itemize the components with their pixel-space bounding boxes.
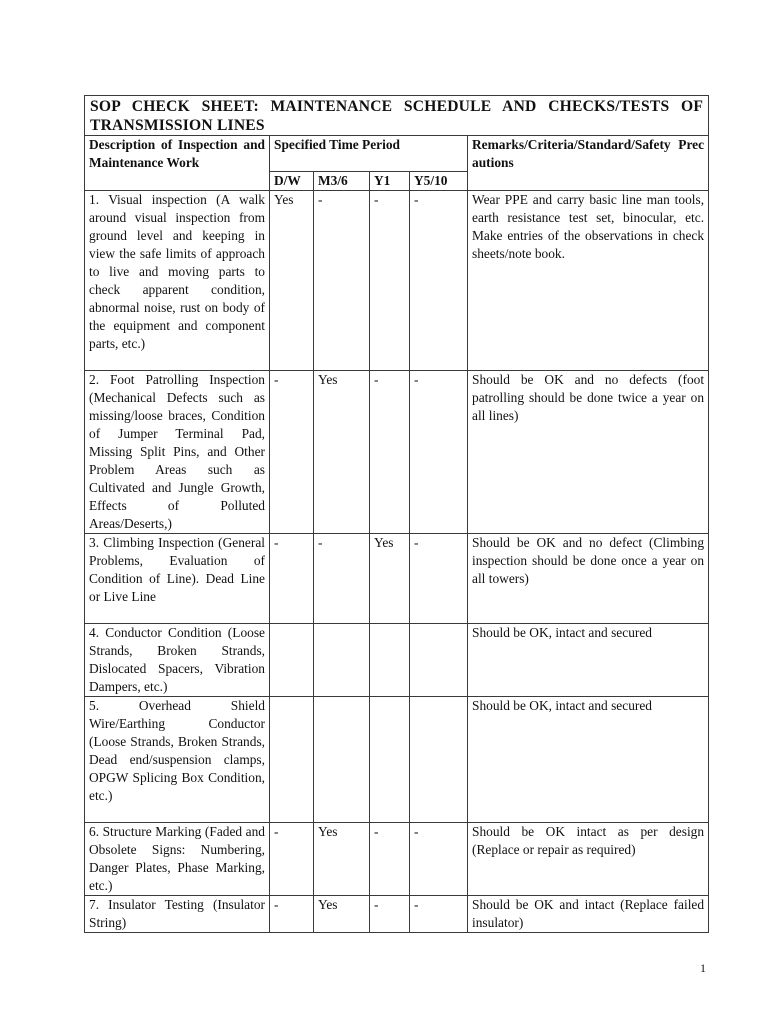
remarks-header-text: Remarks/Criteria/Standard/Safety Precautions — [472, 137, 705, 170]
period-cell-y510 — [410, 624, 468, 697]
remarks-header — [468, 136, 709, 191]
period-cell-dw: - — [270, 823, 314, 896]
remarks-cell: Should be OK, intact and secured — [468, 697, 709, 823]
period-cell-y1: - — [370, 896, 410, 933]
table-row — [85, 697, 709, 823]
description-cell: 3. Climbing Inspection (General Problems, Evaluation of Condition of Line). Dead Line or Live Line — [85, 534, 270, 624]
period-cell-y1: - — [370, 191, 410, 371]
maintenance-check-sheet — [84, 95, 709, 933]
period-cell-dw: - — [270, 896, 314, 933]
period-cell-m36: - — [314, 534, 370, 624]
period-cell-m36 — [314, 624, 370, 697]
page-number: 1 — [700, 961, 706, 975]
time-period-header: Specified Time Period — [270, 136, 468, 172]
table-row — [85, 624, 709, 697]
period-cell-y1: Yes — [370, 534, 410, 624]
description-cell: 1. Visual inspection (A walk around visual inspection from ground level and keeping in view the safe limits of approach to live and moving parts to check apparent condition, abnormal noise, rust on body of the equipment and component parts, etc.) — [85, 191, 270, 371]
period-cell-y510 — [410, 697, 468, 823]
table-row — [85, 371, 709, 534]
period-cell-y510: - — [410, 371, 468, 534]
period-header-y1: Y1 — [370, 172, 410, 191]
period-cell-m36: Yes — [314, 371, 370, 534]
remarks-cell: Should be OK and intact (Replace failed insulator) — [468, 896, 709, 933]
description-cell: 4. Conductor Condition (Loose Strands, Broken Strands, Dislocated Spacers, Vibration Dampers, etc.) — [85, 624, 270, 697]
header-row — [85, 136, 709, 172]
description-cell: 6. Structure Marking (Faded and Obsolete Signs: Numbering, Danger Plates, Phase Marking, etc.) — [85, 823, 270, 896]
period-cell-y510: - — [410, 191, 468, 371]
period-cell-dw: Yes — [270, 191, 314, 371]
remarks-cell: Should be OK intact as per design (Replace or repair as required) — [468, 823, 709, 896]
description-cell: 7. Insulator Testing (Insulator String) — [85, 896, 270, 933]
description-cell: 2. Foot Patrolling Inspection (Mechanical Defects such as missing/loose braces, Condition of Jumper Terminal Pad, Missing Split Pins, and Other Problem Areas such as Cultivated and Jungle Growth, Effects of Polluted Areas/Deserts,) — [85, 371, 270, 534]
period-header-dw: D/W — [270, 172, 314, 191]
period-cell-dw: - — [270, 534, 314, 624]
period-cell-m36: - — [314, 191, 370, 371]
period-cell-y510: - — [410, 534, 468, 624]
period-cell-y510: - — [410, 896, 468, 933]
title-row — [85, 96, 709, 136]
period-cell-dw — [270, 624, 314, 697]
remarks-cell: Should be OK, intact and secured — [468, 624, 709, 697]
table-row — [85, 896, 709, 933]
period-cell-y510: - — [410, 823, 468, 896]
period-cell-y1 — [370, 697, 410, 823]
period-cell-m36 — [314, 697, 370, 823]
period-cell-dw — [270, 697, 314, 823]
remarks-cell: Should be OK and no defects (foot patrolling should be done twice a year on all lines) — [468, 371, 709, 534]
sheet-title: SOP CHECK SHEET: MAINTENANCE SCHEDULE AND CHECKS/TESTS OF TRANSMISSION LINES — [85, 96, 709, 136]
period-header-m36: M3/6 — [314, 172, 370, 191]
period-cell-dw: - — [270, 371, 314, 534]
table-row — [85, 534, 709, 624]
period-header-y510: Y5/10 — [410, 172, 468, 191]
remarks-cell: Should be OK and no defect (Climbing inspection should be done once a year on all towers) — [468, 534, 709, 624]
period-cell-m36: Yes — [314, 896, 370, 933]
remarks-cell: Wear PPE and carry basic line man tools, earth resistance test set, binocular, etc. Make entries of the observations in check sheets/note book. — [468, 191, 709, 371]
period-cell-y1 — [370, 624, 410, 697]
table-row — [85, 823, 709, 896]
description-cell: 5. Overhead Shield Wire/Earthing Conductor (Loose Strands, Broken Strands, Dead end/suspension clamps, OPGW Splicing Box Condition, etc.) — [85, 697, 270, 823]
period-cell-y1: - — [370, 371, 410, 534]
period-cell-m36: Yes — [314, 823, 370, 896]
period-cell-y1: - — [370, 823, 410, 896]
description-header: Description of Inspection and Maintenance Work — [85, 136, 270, 191]
table-row — [85, 191, 709, 371]
